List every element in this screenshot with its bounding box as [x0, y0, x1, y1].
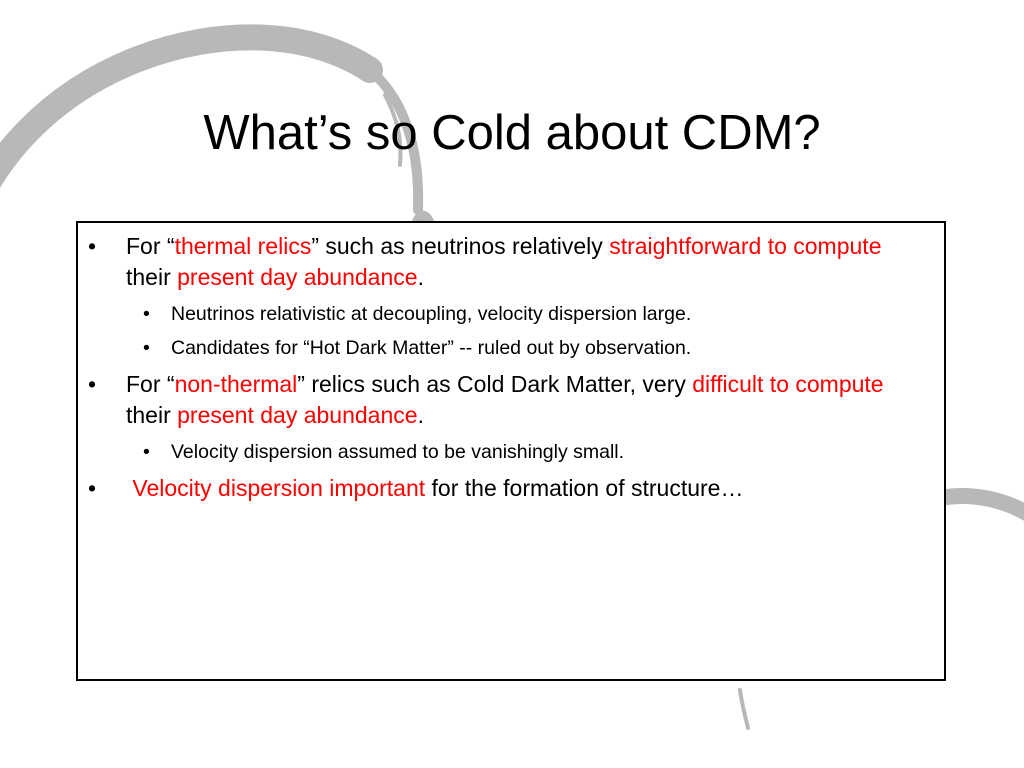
bullet-thermal-relics — [78, 231, 916, 293]
bullet-glyph: • — [143, 337, 150, 359]
highlight-text: present day abundance — [177, 264, 418, 290]
text-part: their — [126, 264, 178, 290]
slide-title: What’s so Cold about CDM? — [203, 106, 821, 160]
content-box — [76, 221, 946, 681]
sub-bullet-text: Neutrinos relativistic at decoupling, velocity dispersion large. — [171, 303, 692, 325]
highlight-text: present day abundance — [177, 402, 418, 428]
sub-bullet-hot-dark-matter — [78, 335, 944, 361]
sub-bullet-velocity-small — [78, 439, 944, 465]
text-part: . — [417, 402, 424, 428]
text-part: For “ — [126, 233, 175, 259]
text-part: ” relics such as Cold Dark Matter, very — [297, 371, 693, 397]
text-part: For “ — [126, 371, 175, 397]
bullet-non-thermal — [78, 369, 916, 431]
highlight-text: non-thermal — [174, 371, 298, 397]
text-part: ” such as neutrinos relatively — [311, 233, 610, 259]
text-part: their — [126, 402, 178, 428]
text-part: . — [417, 264, 424, 290]
bullet-list — [78, 231, 944, 504]
bullet-glyph: • — [88, 233, 97, 259]
bullet-glyph: • — [143, 303, 150, 325]
sub-bullet-text: Velocity dispersion assumed to be vanishingly small. — [171, 441, 625, 463]
sub-bullet-neutrinos — [78, 301, 944, 327]
bullet-glyph: • — [88, 475, 97, 501]
bullet-glyph: • — [143, 441, 150, 463]
highlight-text: difficult to compute — [692, 371, 884, 397]
highlight-text: thermal relics — [174, 233, 312, 259]
highlight-text: Velocity dispersion important — [132, 475, 426, 501]
sub-bullet-text: Candidates for “Hot Dark Matter” -- ruled out by observation. — [171, 337, 692, 359]
highlight-text: straightforward to compute — [609, 233, 882, 259]
text-part: for the formation of structure… — [425, 475, 744, 501]
bullet-structure-formation — [78, 473, 916, 504]
bullet-glyph: • — [88, 371, 97, 397]
